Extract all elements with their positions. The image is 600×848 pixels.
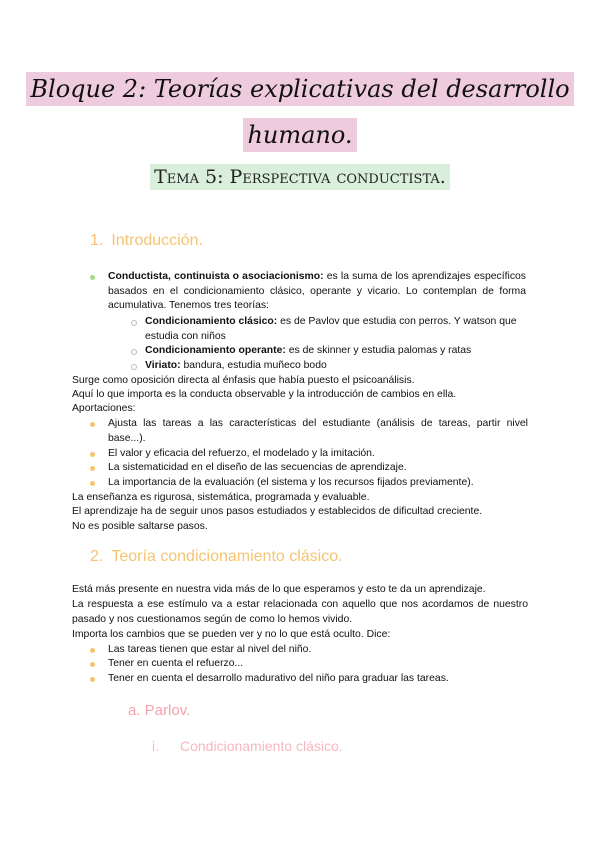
section-2-heading <box>90 548 343 566</box>
paragraph: Aquí lo que importa es la conducta observable y la introducción de cambios en ella. <box>72 389 457 400</box>
list-item: Tener en cuenta el desarrollo madurativo del niño para graduar las tareas. <box>108 673 449 684</box>
section-1-heading <box>90 232 203 250</box>
list-item: Tener en cuenta el refuerzo... <box>108 658 244 669</box>
bullet-icon <box>90 677 95 682</box>
sub-item-bold: Condicionamiento operante: <box>145 345 286 356</box>
paragraph: Surge como oposición directa al énfasis que había puesto el psicoanálisis. <box>72 375 415 386</box>
sub-bullet-icon <box>131 320 137 326</box>
paragraph: Está más presente en nuestra vida más de lo que esperamos y esto te da un aprendizaje. <box>72 584 486 595</box>
list-item: Las tareas tienen que estar al nivel del niño. <box>108 644 312 655</box>
subsection-i-number: i. <box>152 738 159 754</box>
sub-item-clasico <box>145 315 530 344</box>
paragraph: La respuesta a ese estímulo va a estar relacionada con aquello que nos acordamos de nuestro pasado y nos cuestionamos según de como lo hemos vivido. <box>72 599 528 625</box>
bullet-bold-term: Conductista, continuista o asociacionismo: <box>108 271 324 282</box>
bullet-conductista <box>108 270 526 314</box>
subsection-i-title: Condicionamiento clásico. <box>180 738 343 754</box>
subsection-a-heading: a. Parlov. <box>128 702 191 719</box>
sub-item-text: bandura, estudia muñeco bodo <box>180 360 327 371</box>
bullet-icon <box>90 481 95 486</box>
bullet-icon <box>90 452 95 457</box>
document-subtitle <box>0 164 600 190</box>
paragraph: La enseñanza es rigurosa, sistemática, programada y evaluable. <box>72 492 370 503</box>
section-1-number: 1. <box>90 232 104 249</box>
paragraph: Aportaciones: <box>72 403 136 414</box>
list-item: La importancia de la evaluación (el sistema y los recursos fijados previamente). <box>108 477 474 488</box>
document-title <box>0 72 600 152</box>
list-item: El valor y eficacia del refuerzo, el modelado y la imitación. <box>108 448 375 459</box>
paragraph: El aprendizaje ha de seguir unos pasos estudiados y establecidos de dificultad creciente. <box>72 506 483 517</box>
list-item: La sistematicidad en el diseño de las secuencias de aprendizaje. <box>108 462 407 473</box>
sub-item-text: es de Pavlov que estudia con perros. Y watson que estudia con niños <box>145 316 517 342</box>
bullet-icon <box>90 422 95 427</box>
sub-item-bold: Viriato: <box>145 360 181 371</box>
sub-bullet-icon <box>131 364 137 370</box>
bullet-icon <box>90 466 95 471</box>
paragraph: No es posible saltarse pasos. <box>72 521 208 532</box>
section-2-title: Teoría condicionamiento clásico. <box>111 548 343 565</box>
paragraph: Importa los cambios que se pueden ver y no lo que está oculto. Dice: <box>72 629 391 640</box>
title-line-1: Bloque 2: Teorías explicativas del desarrollo <box>26 72 573 106</box>
list-item: Ajusta las tareas a las características del estudiante (análisis de tareas, partir nivel base...). <box>108 418 528 444</box>
subtitle-text: Tema 5: Perspectiva conductista. <box>150 164 450 190</box>
subsection-i-heading <box>152 738 343 754</box>
bullet-icon <box>90 648 95 653</box>
section-1-title: Introducción. <box>111 232 203 249</box>
sub-item-viriato <box>145 359 530 374</box>
bullet-icon <box>90 662 95 667</box>
sub-bullet-icon <box>131 349 137 355</box>
section-2-number: 2. <box>90 548 104 565</box>
sub-item-bold: Condicionamiento clásico: <box>145 316 278 327</box>
bullet-text: es la suma de los aprendizajes específicos basados en el condicionamiento clásico, operante y vicario. Lo contemplan de forma acumulativa. Tenemos tres teorías: <box>108 271 526 312</box>
title-line-2: humano. <box>243 118 356 152</box>
bullet-icon <box>90 275 95 280</box>
sub-item-operante <box>145 344 530 359</box>
sub-item-text: es de skinner y estudia palomas y ratas <box>285 345 472 356</box>
